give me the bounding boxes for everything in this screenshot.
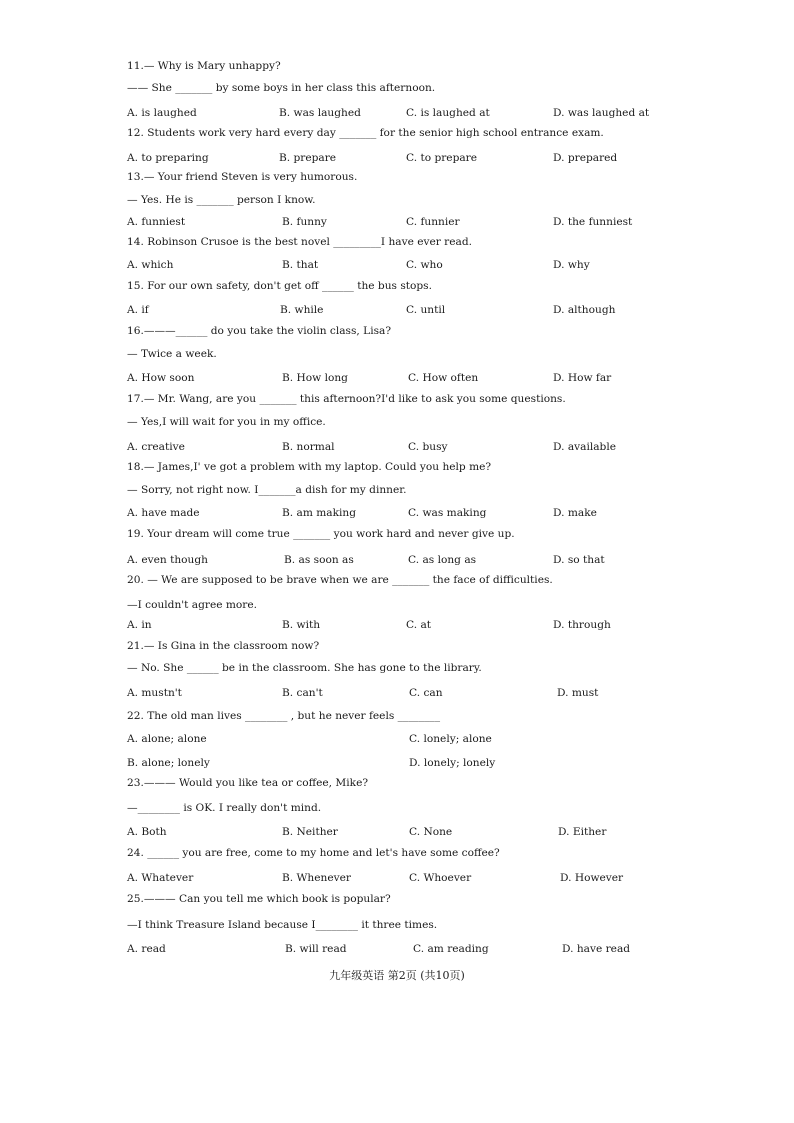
- question-21-option-d: D. must: [557, 687, 599, 699]
- question-16-option-a: A. How soon: [127, 372, 195, 384]
- question-19-option-d: D. so that: [553, 554, 605, 566]
- question-11-option-c: C. is laughed at: [406, 107, 490, 119]
- question-13-option-d: D. the funniest: [553, 216, 633, 228]
- question-16-option-b: B. How long: [282, 372, 348, 384]
- question-25-option-d: D. have read: [562, 943, 631, 955]
- question-14-line-1: 14. Robinson Crusoe is the best novel _________I have ever read.: [127, 236, 472, 248]
- question-19-line-1: 19. Your dream will come true _______ you work hard and never give up.: [127, 528, 515, 540]
- question-22-option-b: B. alone; lonely: [127, 757, 210, 769]
- question-16-line-2: — Twice a week.: [127, 348, 217, 360]
- question-17-line-1: 17.— Mr. Wang, are you _______ this afternoon?I'd like to ask you some questions.: [127, 393, 566, 405]
- question-21-option-b: B. can't: [282, 687, 323, 699]
- question-23-line-1: 23.——— Would you like tea or coffee, Mike?: [127, 777, 369, 789]
- question-21-line-2: — No. She ______ be in the classroom. She has gone to the library.: [127, 662, 482, 674]
- question-18-option-a: A. have made: [127, 507, 200, 519]
- question-23-option-c: C. None: [409, 826, 453, 838]
- question-22-line-1: 22. The old man lives ________ , but he never feels ________: [127, 710, 441, 722]
- question-13-option-a: A. funniest: [127, 216, 186, 228]
- question-16-option-d: D. How far: [553, 372, 612, 384]
- question-19-option-c: C. as long as: [408, 554, 477, 566]
- question-23-option-a: A. Both: [127, 826, 167, 838]
- question-17-option-b: B. normal: [282, 441, 335, 453]
- question-19-option-a: A. even though: [127, 554, 208, 566]
- question-15-option-d: D. although: [553, 304, 616, 316]
- question-22-option-c: C. lonely; alone: [409, 733, 492, 745]
- question-20-option-c: C. at: [406, 619, 432, 631]
- question-11-option-d: D. was laughed at: [553, 107, 650, 119]
- question-24-option-a: A. Whatever: [127, 872, 194, 884]
- question-12-option-c: C. to prepare: [406, 152, 478, 164]
- question-13-line-1: 13.— Your friend Steven is very humorous.: [127, 171, 358, 183]
- question-18-line-1: 18.— James,I' ve got a problem with my laptop. Could you help me?: [127, 461, 492, 473]
- question-14-option-d: D. why: [553, 259, 590, 271]
- question-12-option-b: B. prepare: [279, 152, 337, 164]
- question-18-line-2: — Sorry, not right now. I_______a dish for my dinner.: [127, 484, 407, 496]
- question-20-option-a: A. in: [127, 619, 152, 631]
- question-25-line-1: 25.——— Can you tell me which book is popular?: [127, 893, 391, 905]
- question-14-option-c: C. who: [406, 259, 443, 271]
- question-17-line-2: — Yes,I will wait for you in my office.: [127, 416, 326, 428]
- question-11-line-2: —— She _______ by some boys in her class this afternoon.: [127, 82, 436, 94]
- question-18-option-b: B. am making: [282, 507, 357, 519]
- question-16-line-1: 16.———______ do you take the violin class, Lisa?: [127, 325, 392, 337]
- page-footer: 九年级英语 第2页 (共10页): [329, 969, 465, 982]
- question-19-option-b: B. as soon as: [284, 554, 354, 566]
- question-21-option-a: A. mustn't: [127, 687, 182, 699]
- question-13-option-b: B. funny: [282, 216, 327, 228]
- question-24-option-c: C. Whoever: [409, 872, 472, 884]
- question-21-line-1: 21.— Is Gina in the classroom now?: [127, 640, 320, 652]
- question-14-option-a: A. which: [127, 259, 174, 271]
- question-23-option-b: B. Neither: [282, 826, 338, 838]
- question-24-option-d: D. However: [560, 872, 624, 884]
- question-11-line-1: 11.— Why is Mary unhappy?: [127, 60, 281, 72]
- question-15-option-b: B. while: [280, 304, 324, 316]
- question-14-option-b: B. that: [282, 259, 319, 271]
- question-15-option-a: A. if: [127, 304, 149, 316]
- question-24-option-b: B. Whenever: [282, 872, 351, 884]
- question-25-line-2: —I think Treasure Island because I________ it three times.: [127, 919, 438, 931]
- question-24-line-1: 24. ______ you are free, come to my home and let's have some coffee?: [127, 847, 500, 859]
- question-18-option-c: C. was making: [408, 507, 487, 519]
- question-15-line-1: 15. For our own safety, don't get off ______ the bus stops.: [127, 280, 432, 292]
- question-17-option-c: C. busy: [408, 441, 448, 453]
- question-22-option-d: D. lonely; lonely: [409, 757, 496, 769]
- question-11-option-a: A. is laughed: [127, 107, 197, 119]
- question-20-option-d: D. through: [553, 619, 611, 631]
- question-25-option-b: B. will read: [285, 943, 347, 955]
- question-21-option-c: C. can: [409, 687, 443, 699]
- question-20-option-b: B. with: [282, 619, 321, 631]
- question-13-line-2: — Yes. He is _______ person I know.: [127, 194, 316, 206]
- question-23-option-d: D. Either: [558, 826, 607, 838]
- question-16-option-c: C. How often: [408, 372, 479, 384]
- question-12-option-d: D. prepared: [553, 152, 618, 164]
- question-13-option-c: C. funnier: [406, 216, 460, 228]
- question-23-line-2: —________ is OK. I really don't mind.: [127, 802, 322, 814]
- question-18-option-d: D. make: [553, 507, 597, 519]
- question-22-option-a: A. alone; alone: [127, 733, 207, 745]
- question-15-option-c: C. until: [406, 304, 446, 316]
- question-17-option-a: A. creative: [127, 441, 185, 453]
- question-12-line-1: 12. Students work very hard every day _______ for the senior high school entrance exam.: [127, 127, 604, 139]
- question-11-option-b: B. was laughed: [279, 107, 361, 119]
- question-25-option-a: A. read: [127, 943, 166, 955]
- question-25-option-c: C. am reading: [413, 943, 489, 955]
- question-20-line-1: 20. — We are supposed to be brave when we are _______ the face of difficulties.: [127, 574, 553, 586]
- question-20-line-2: —I couldn't agree more.: [127, 599, 258, 611]
- question-12-option-a: A. to preparing: [127, 152, 209, 164]
- question-17-option-d: D. available: [553, 441, 616, 453]
